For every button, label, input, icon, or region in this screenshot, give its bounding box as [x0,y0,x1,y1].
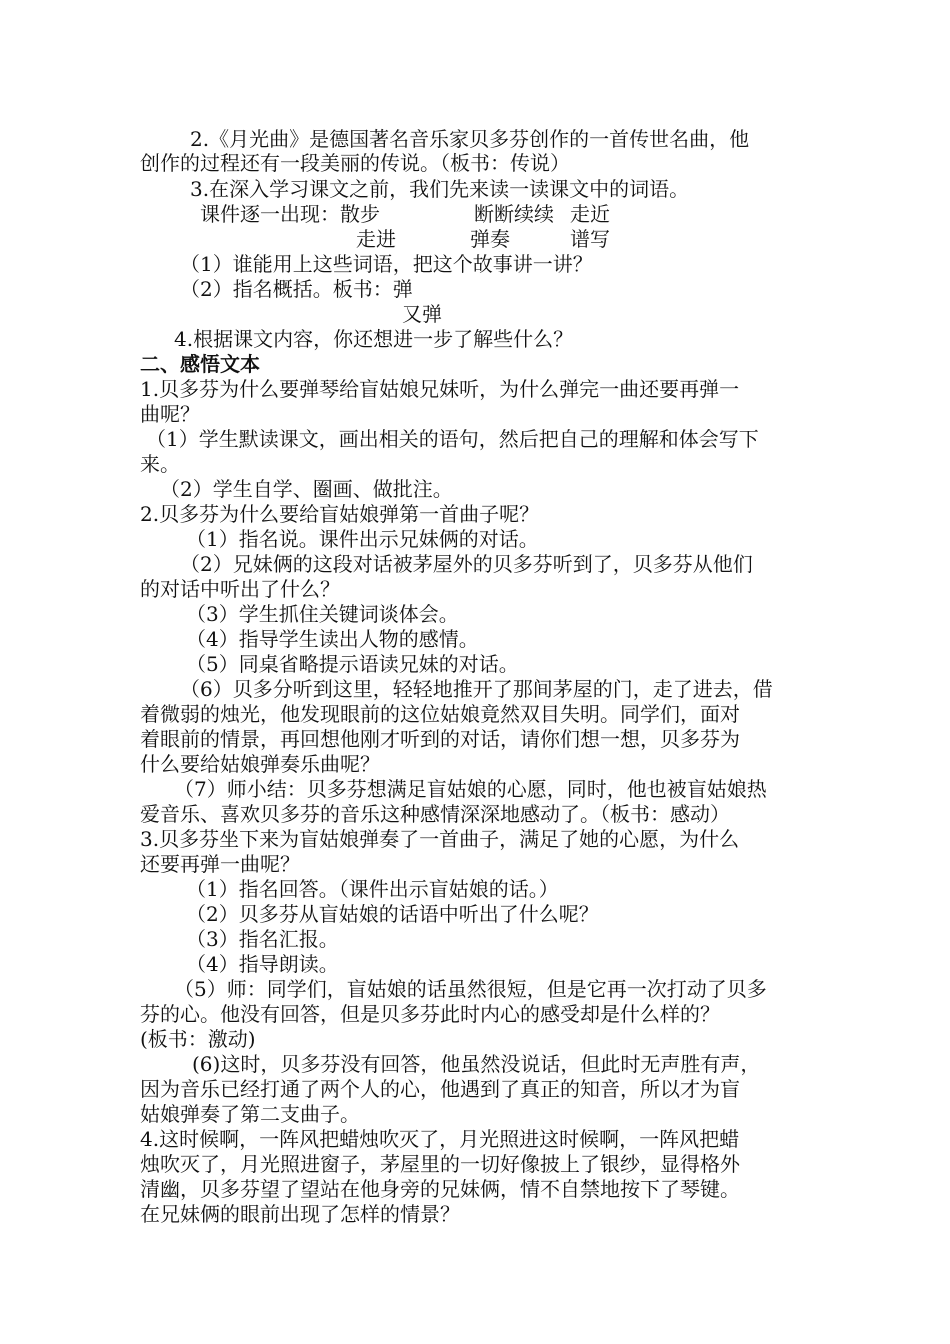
text-line: 走进 [356,227,396,251]
text-line: 3.贝多芬坐下来为盲姑娘弹奏了一首曲子，满足了她的心愿，为什么 [140,827,740,851]
text-line: 姑娘弹奏了第二支曲子。 [140,1102,360,1126]
text-line: 又弹 [402,302,442,326]
text-line: 在兄妹俩的眼前出现了怎样的情景？ [140,1202,460,1226]
text-line: 谱写 [570,227,610,251]
text-line: 3.在深入学习课文之前，我们先来读一读课文中的词语。 [190,177,690,201]
text-line: 什么要给姑娘弹奏乐曲呢？ [140,752,380,776]
text-line: （2）学生自学、圈画、做批注。 [160,477,453,501]
text-line: （3）指名汇报。 [186,927,339,951]
text-line: 创作的过程还有一段美丽的传说。（板书：传说） [140,151,570,175]
section-heading: 二、感悟文本 [140,352,260,376]
text-line: 4.这时候啊，一阵风把蜡烛吹灭了，月光照进这时候啊，一阵风把蜡 [140,1127,740,1151]
text-line: 清幽，贝多芬望了望站在他身旁的兄妹俩，情不自禁地按下了琴键。 [140,1177,740,1201]
text-line: 4.根据课文内容，你还想进一步了解些什么？ [174,327,574,351]
text-line: 曲呢？ [140,402,200,426]
text-line: （2）兄妹俩的这段对话被茅屋外的贝多芬听到了，贝多芬从他们 [180,552,753,576]
text-line: （3）学生抓住关键词谈体会。 [186,602,459,626]
text-line: (6)这时，贝多芬没有回答，他虽然没说话，但此时无声胜有声， [192,1052,761,1076]
text-line: （1）指名回答。（课件出示盲姑娘的话。） [186,877,559,901]
text-line: （7）师小结：贝多芬想满足盲姑娘的心愿，同时，他也被盲姑娘热 [174,777,767,801]
text-line: （1）学生默读课文，画出相关的语句，然后把自己的理解和体会写下 [146,427,759,451]
text-line: （1）谁能用上这些词语，把这个故事讲一讲？ [180,252,593,276]
text-line: (板书：激动) [140,1027,256,1051]
text-line: 爱音乐、喜欢贝多芬的音乐这种感情深深地感动了。（板书：感动） [140,802,730,826]
text-line: 断断续续 [474,202,554,226]
text-line: 2.贝多芬为什么要给盲姑娘弹第一首曲子呢？ [140,502,540,526]
text-line: 因为音乐已经打通了两个人的心，他遇到了真正的知音，所以才为盲 [140,1077,740,1101]
text-line: （6）贝多分听到这里，轻轻地推开了那间茅屋的门，走了进去，借 [180,677,773,701]
text-line: 1.贝多芬为什么要弹琴给盲姑娘兄妹听，为什么弹完一曲还要再弹一 [140,377,740,401]
text-line: 走近 [570,202,610,226]
text-line: 来。 [140,452,180,476]
text-line: 的对话中听出了什么？ [140,577,340,601]
text-line: 着眼前的情景，再回想他刚才听到的对话，请你们想一想，贝多芬为 [140,727,740,751]
text-line: 还要再弹一曲呢？ [140,852,300,876]
text-line: （4）指导学生读出人物的感情。 [186,627,479,651]
text-line: 弹奏 [470,227,510,251]
text-line: 烛吹灭了，月光照进窗子，茅屋里的一切好像披上了银纱，显得格外 [140,1152,740,1176]
text-line: 芬的心。他没有回答，但是贝多芬此时内心的感受却是什么样的？ [140,1002,720,1026]
text-line: 课件逐一出现：散步 [200,202,380,226]
text-line: 2.《月光曲》是德国著名音乐家贝多芬创作的一首传世名曲，他 [190,127,750,151]
text-line: （4）指导朗读。 [186,952,339,976]
text-line: （5）同桌省略提示语读兄妹的对话。 [186,652,519,676]
text-line: （2）贝多芬从盲姑娘的话语中听出了什么呢？ [186,902,599,926]
text-line: （5）师：同学们，盲姑娘的话虽然很短，但是它再一次打动了贝多 [174,977,767,1001]
text-line: （1）指名说。课件出示兄妹俩的对话。 [186,527,539,551]
text-line: （2）指名概括。板书：弹 [180,277,413,301]
text-line: 着微弱的烛光，他发现眼前的这位姑娘竟然双目失明。同学们，面对 [140,702,740,726]
